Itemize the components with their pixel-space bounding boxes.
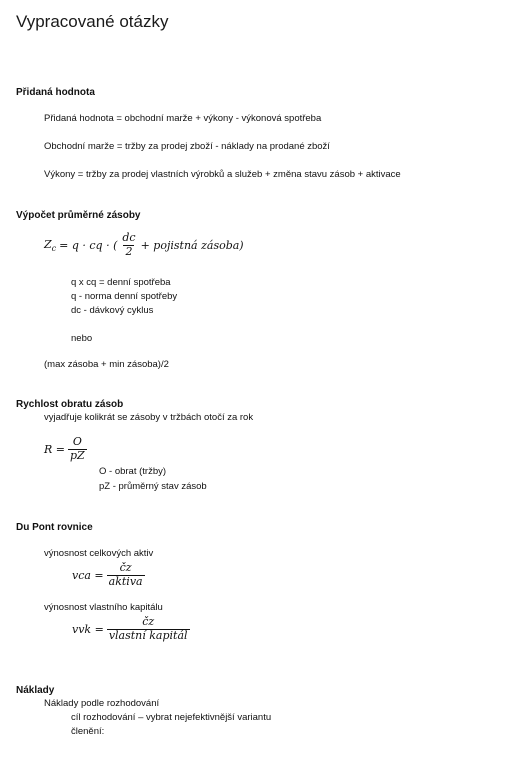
fraction-denominator: pZ xyxy=(70,448,85,462)
page-title: Vypracované otázky xyxy=(16,12,169,31)
legend-line: q - norma denní spotřeby xyxy=(71,291,178,302)
formula-lhs: vvk = xyxy=(72,622,104,636)
text-line: členění: xyxy=(71,726,105,737)
text-line: Přidaná hodnota = obchodní marže + výkony - výkonová spotřeba xyxy=(44,113,322,124)
formula-fraction xyxy=(68,436,87,462)
text-line: Obchodní marže = tržby za prodej zboží - náklady na prodané zboží xyxy=(44,141,330,152)
formula-average-stock xyxy=(44,232,244,258)
fraction-denominator: 2 xyxy=(125,244,133,258)
fraction-numerator: čz xyxy=(119,561,132,574)
formula-vvk xyxy=(72,616,190,642)
formula-lhs: Z xyxy=(44,237,52,251)
nebo-text: nebo xyxy=(71,333,93,344)
text-line: cíl rozhodování – vybrat nejefektivnější variantu xyxy=(71,712,272,723)
fraction-numerator: čz xyxy=(142,615,155,628)
formula-vca xyxy=(72,562,145,588)
formula-label: výnosnost vlastního kapitálu xyxy=(44,602,163,613)
text-line: Výkony = tržby za prodej vlastních výrobků a služeb + změna stavu zásob + aktivace xyxy=(44,169,401,180)
section-heading-naklady: Náklady xyxy=(16,685,55,696)
fraction-denominator: aktiva xyxy=(108,574,143,588)
formula-mid: = q · cq · ( xyxy=(59,238,118,252)
formula-lhs-sub: c xyxy=(51,243,57,253)
formula-lhs: R = xyxy=(44,442,65,456)
formula-fraction xyxy=(120,232,137,258)
alt-formula: (max zásoba + min zásoba)/2 xyxy=(44,359,169,370)
section-heading-pridana: Přidaná hodnota xyxy=(16,87,95,98)
fraction-numerator: dc xyxy=(122,231,136,244)
section-heading-dupont: Du Pont rovnice xyxy=(16,522,93,533)
formula-label: výnosnost celkových aktiv xyxy=(44,548,154,559)
formula-rest: + pojistná zásoba) xyxy=(140,238,244,252)
fraction-denominator: vlastní kapitál xyxy=(108,628,188,642)
section-heading-zasoba: Výpočet průměrné zásoby xyxy=(16,210,141,221)
formula-turnover xyxy=(44,436,87,462)
section-description: vyjadřuje kolikrát se zásoby v tržbách otočí za rok xyxy=(44,412,254,423)
text-line: Náklady podle rozhodování xyxy=(44,698,160,709)
formula-fraction xyxy=(107,562,145,588)
section-heading-rychlost: Rychlost obratu zásob xyxy=(16,399,124,410)
fraction-numerator: O xyxy=(72,435,82,448)
legend-line: dc - dávkový cyklus xyxy=(71,305,154,316)
legend-line: O - obrat (tržby) xyxy=(99,466,167,477)
formula-lhs: vca = xyxy=(72,568,104,582)
legend-line: pZ - průměrný stav zásob xyxy=(99,481,207,492)
formula-fraction xyxy=(107,616,190,642)
legend-line: q x cq = denní spotřeba xyxy=(71,277,171,288)
